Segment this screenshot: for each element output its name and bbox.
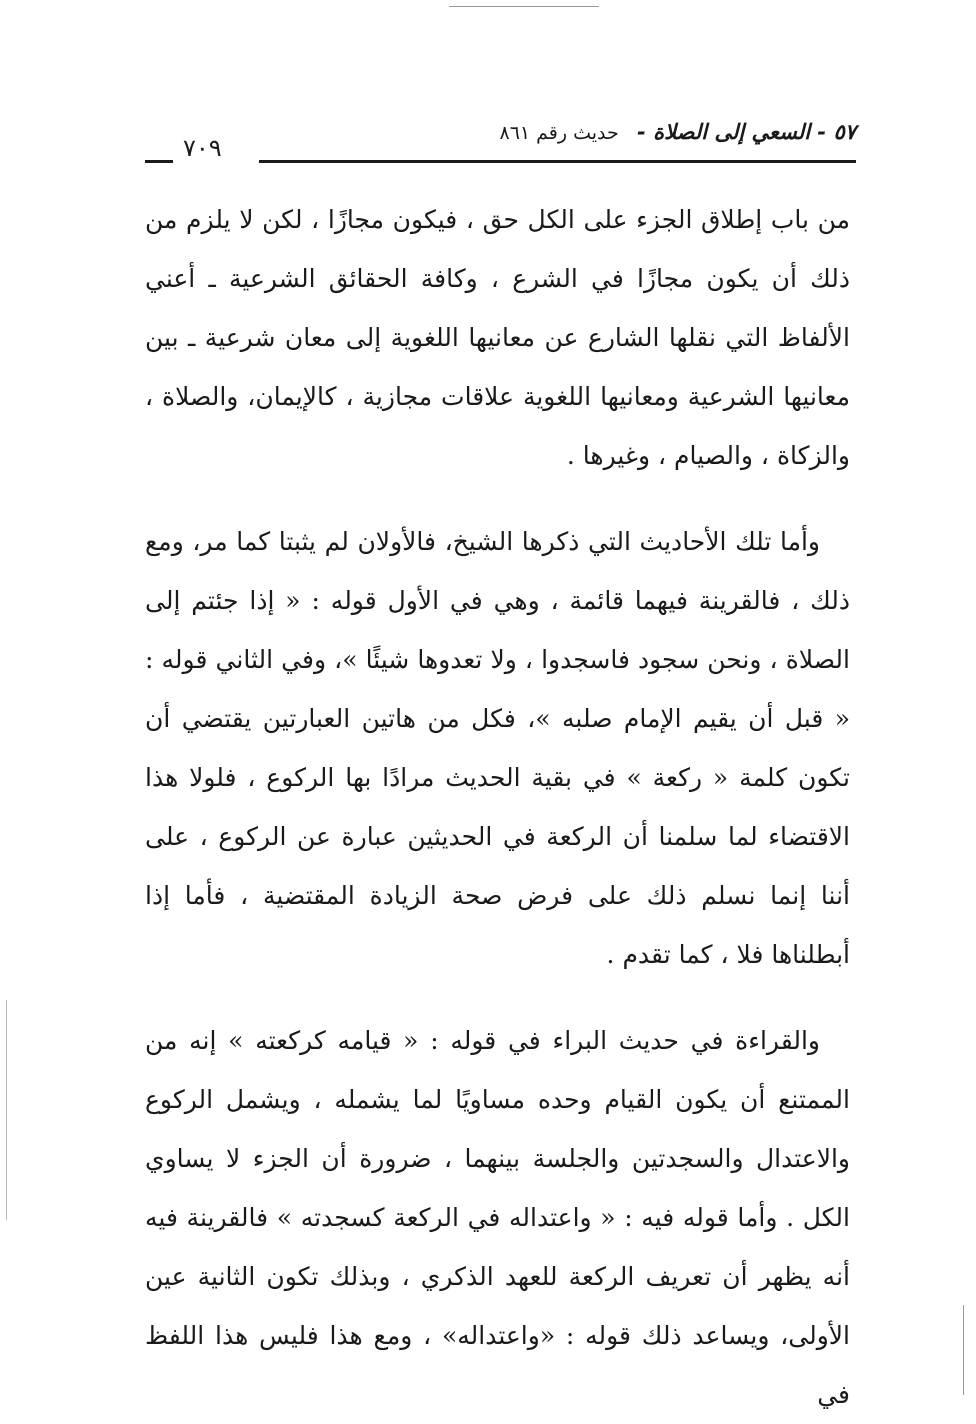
paragraph-3: والقراءة في حديث البراء في قوله : « قيامه كركعته » إنه من الممتنع أن يكون القيام وحده مساويًا لما يشمله ، ويشمل الركوع والاعتدال والسجدتين والجلسة بينهما ، ضرورة أن الجزء لا يساوي الكل . وأما قوله فيه : « واعتداله في الركعة كسجدته » فالقرينة فيه أنه يظهر أن تعريف الركعة للعهد الذكري ، وبذلك تكون الثانية عين الأولى، ويساعد ذلك قوله : «واعتداله» ، ومع هذا فليس هذا اللفظ في — [145, 1026, 850, 1409]
scan-edge-left — [6, 1000, 7, 1220]
chapter-title: ٥٧ - السعي إلى الصلاة - — [637, 120, 856, 144]
paragraph-1: من باب إطلاق الجزء على الكل حق ، فيكون مجازًا ، لكن لا يلزم من ذلك أن يكون مجازًا في الشرع ، وكافة الحقائق الشرعية ـ أعني الألفاظ التي نقلها الشارع عن معانيها اللغوية إلى معان شرعية ـ بين معانيها الشرعية ومعانيها اللغوية علاقات مجازية ، كالإيمان، والصلاة ، والزكاة ، والصيام ، وغيرها . — [145, 205, 850, 470]
header-rule-left — [145, 160, 173, 163]
paragraph-2: وأما تلك الأحاديث التي ذكرها الشيخ، فالأولان لم يثبتا كما مر، ومع ذلك ، فالقرينة فيهما قائمة ، وهي في الأول قوله : « إذا جئتم إلى الصلاة ، ونحن سجود فاسجدوا ، ولا تعدوها شيئًا »، وفي الثاني قوله : « قبل أن يقيم الإمام صلبه »، فكل من هاتين العبارتين يقتضي أن تكون كلمة « ركعة » في بقية الحديث مرادًا بها الركوع ، فلولا هذا الاقتضاء لما سلمنا أن الركعة في الحديثين عبارة عن الركوع ، على أننا إنما نسلم ذلك على فرض صحة الزيادة المقتضية ، فأما إذا أبطلناها فلا ، كما تقدم . — [145, 527, 850, 969]
page-body — [145, 190, 850, 1424]
top-edge-line — [449, 6, 599, 7]
header-title — [499, 120, 856, 144]
hadith-reference: حديث رقم ٨٦١ — [499, 122, 619, 144]
page-number: ٧٠٩ — [183, 134, 222, 162]
scan-edge-right — [963, 1305, 964, 1395]
header-rule — [259, 160, 856, 163]
running-header — [145, 120, 856, 164]
